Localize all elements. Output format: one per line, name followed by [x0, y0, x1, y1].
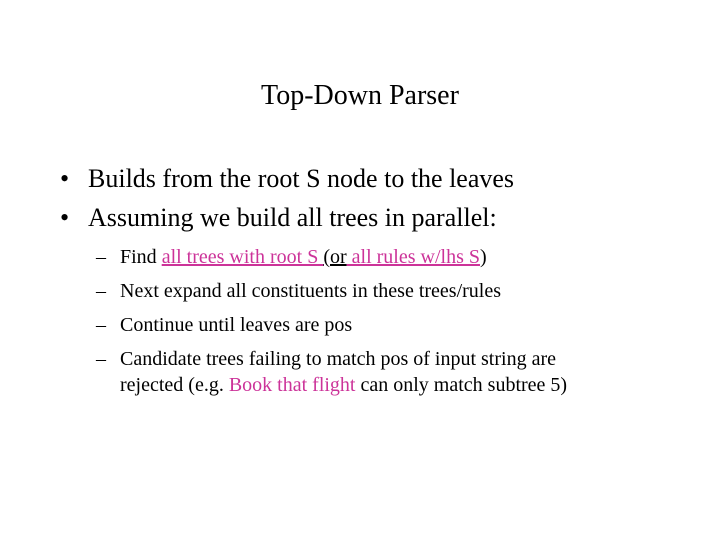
sub-bullet-marker: – [96, 348, 106, 370]
text-middle: (or [323, 246, 347, 268]
text-line-2-suffix: can only match subtree 5) [355, 374, 568, 396]
slide-title: Top-Down Parser [261, 80, 459, 111]
text-line-2-prefix: rejected (e.g. [120, 374, 229, 396]
bullet-marker: • [60, 164, 70, 193]
bullet-text: Assuming we build all trees in parallel: [88, 203, 497, 232]
example-highlight: Book that flight [228, 374, 356, 396]
sub-bullet-marker: – [96, 314, 106, 336]
sub-bullet-text: Next expand all constituents in these trees/rules [120, 280, 502, 302]
text-line-1: Candidate trees failing to match pos of input string are [120, 348, 556, 370]
sub-bullet-text [120, 244, 690, 270]
text-suffix: ) [480, 246, 487, 268]
all-trees-link[interactable]: all trees with root S [161, 246, 324, 268]
sub-bullet-text [120, 346, 690, 398]
sub-bullet-text: Continue until leaves are pos [120, 314, 353, 336]
all-rules-link[interactable]: all rules w/lhs S [346, 246, 480, 268]
text-prefix: Find [120, 246, 162, 268]
sub-bullet-marker: – [96, 280, 106, 302]
bullet-marker: • [60, 203, 70, 232]
bullet-text: Builds from the root S node to the leaves [88, 164, 515, 193]
sub-bullet-marker: – [96, 246, 106, 268]
